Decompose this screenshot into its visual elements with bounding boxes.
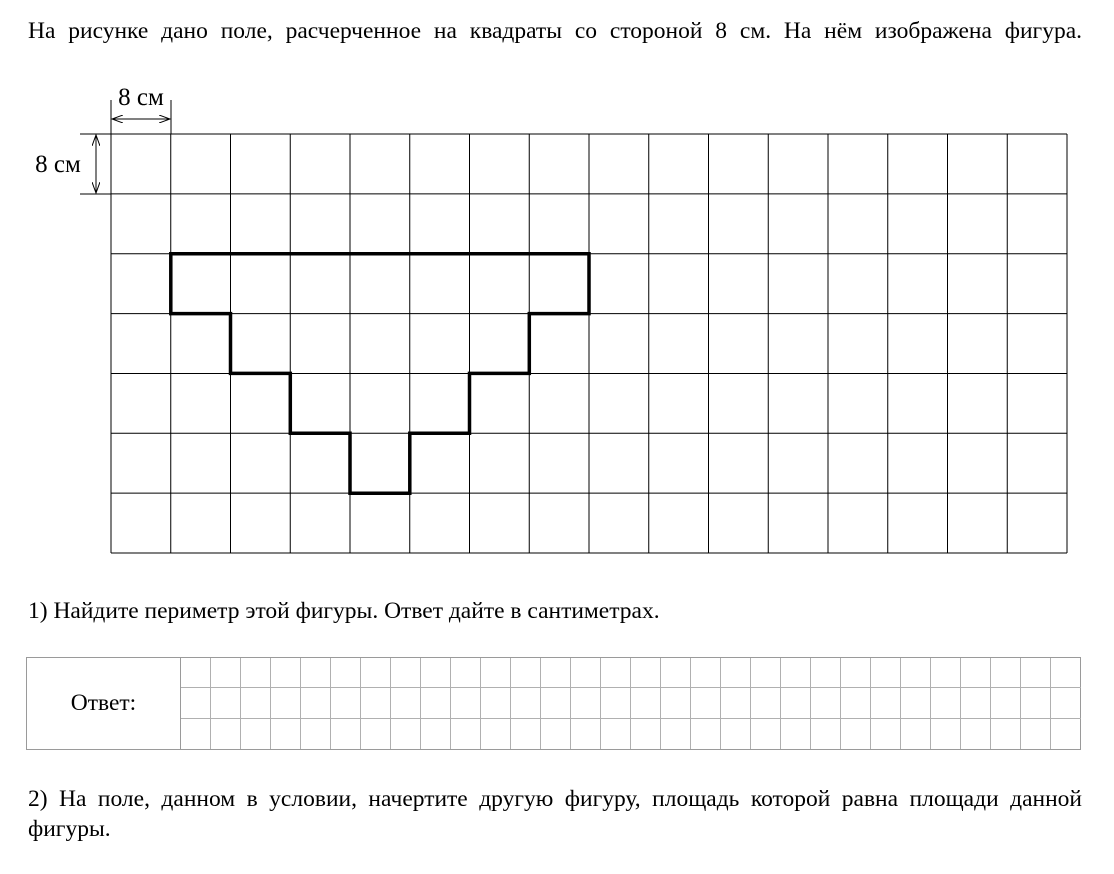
answer-cell[interactable] [331,688,361,718]
answer-cell[interactable] [391,719,421,749]
answer-cell[interactable] [961,719,991,749]
answer-cell[interactable] [241,658,271,688]
answer-cell[interactable] [361,658,391,688]
answer-cell[interactable] [451,688,481,718]
answer-cell[interactable] [1021,658,1051,688]
answer-cell[interactable] [301,658,331,688]
answer-cell[interactable] [331,658,361,688]
answer-cell[interactable] [571,688,601,718]
answer-cell[interactable] [301,719,331,749]
answer-cell[interactable] [841,719,871,749]
answer-cell[interactable] [901,688,931,718]
answer-cell[interactable] [1021,688,1051,718]
question-1: 1) Найдите периметр этой фигуры. Ответ дайте в сантиметрах. [28,598,660,624]
vertical-dimension-label: 8 см [35,151,81,178]
answer-cell[interactable] [631,688,661,718]
answer-cell[interactable] [1051,719,1081,749]
answer-cell[interactable] [931,688,961,718]
answer-cell[interactable] [691,688,721,718]
answer-cell[interactable] [481,688,511,718]
answer-cell[interactable] [901,658,931,688]
answer-cell[interactable] [721,688,751,718]
answer-cell[interactable] [541,719,571,749]
answer-cell[interactable] [901,719,931,749]
answer-cell[interactable] [271,688,301,718]
answer-cell[interactable] [1051,658,1081,688]
answer-cell[interactable] [601,658,631,688]
answer-cell[interactable] [361,719,391,749]
answer-cell[interactable] [811,719,841,749]
answer-cell[interactable] [871,658,901,688]
answer-cell[interactable] [751,719,781,749]
answer-cell[interactable] [601,719,631,749]
answer-cell[interactable] [421,688,451,718]
answer-cell[interactable] [451,658,481,688]
answer-cell[interactable] [991,688,1021,718]
answer-cell[interactable] [751,658,781,688]
answer-cell[interactable] [871,719,901,749]
answer-cell[interactable] [961,688,991,718]
answer-cell[interactable] [541,688,571,718]
answer-cell[interactable] [721,719,751,749]
answer-cell[interactable] [661,719,691,749]
answer-cell[interactable] [241,688,271,718]
answer-cell[interactable] [361,688,391,718]
answer-cell[interactable] [511,719,541,749]
answer-cell[interactable] [871,688,901,718]
answer-cell[interactable] [631,719,661,749]
answer-cell[interactable] [811,658,841,688]
answer-cell[interactable] [991,658,1021,688]
answer-cell[interactable] [781,658,811,688]
answer-cell[interactable] [571,719,601,749]
answer-cell[interactable] [451,719,481,749]
answer-cell[interactable] [781,719,811,749]
answer-cell[interactable] [181,658,211,688]
answer-cell[interactable] [931,658,961,688]
answer-cell[interactable] [961,658,991,688]
question-2: 2) На поле, данном в условии, начертите другую фигуру, площадь которой равна площади данной фигуры. [28,786,1082,842]
grid-lines [111,134,1067,553]
answer-cell[interactable] [931,719,961,749]
answer-cell[interactable] [751,688,781,718]
answer-cell[interactable] [631,658,661,688]
answer-cell[interactable] [721,658,751,688]
answer-cell[interactable] [1021,719,1051,749]
answer-cell[interactable] [211,658,241,688]
intro-text: На рисунке дано поле, расчерченное на квадраты со стороной 8 см. На нём изображена фигура. [28,18,1082,44]
horizontal-dimension-label: 8 см [118,84,164,111]
answer-cell[interactable] [241,719,271,749]
answer-cell[interactable] [391,688,421,718]
answer-cell[interactable] [511,688,541,718]
answer-box [26,657,1081,750]
answer-cell[interactable] [331,719,361,749]
answer-cell[interactable] [481,658,511,688]
horizontal-dimension [111,84,171,134]
answer-cell[interactable] [691,719,721,749]
answer-cell[interactable] [691,658,721,688]
answer-cell[interactable] [481,719,511,749]
answer-cells [180,658,1080,749]
answer-cell[interactable] [991,719,1021,749]
answer-cell[interactable] [421,658,451,688]
answer-cell[interactable] [181,688,211,718]
answer-cell[interactable] [781,688,811,718]
vertical-dimension [35,134,111,194]
answer-cell[interactable] [511,658,541,688]
answer-cell[interactable] [211,719,241,749]
answer-cell[interactable] [211,688,241,718]
answer-cell[interactable] [271,658,301,688]
answer-cell[interactable] [661,688,691,718]
answer-cell[interactable] [661,658,691,688]
answer-cell[interactable] [541,658,571,688]
answer-cell[interactable] [301,688,331,718]
answer-cell[interactable] [811,688,841,718]
answer-cell[interactable] [601,688,631,718]
answer-cell[interactable] [841,658,871,688]
answer-cell[interactable] [841,688,871,718]
answer-cell[interactable] [181,719,211,749]
answer-cell[interactable] [271,719,301,749]
answer-cell[interactable] [571,658,601,688]
answer-cell[interactable] [1051,688,1081,718]
answer-cell[interactable] [421,719,451,749]
answer-label: Ответ: [70,690,137,716]
answer-cell[interactable] [391,658,421,688]
